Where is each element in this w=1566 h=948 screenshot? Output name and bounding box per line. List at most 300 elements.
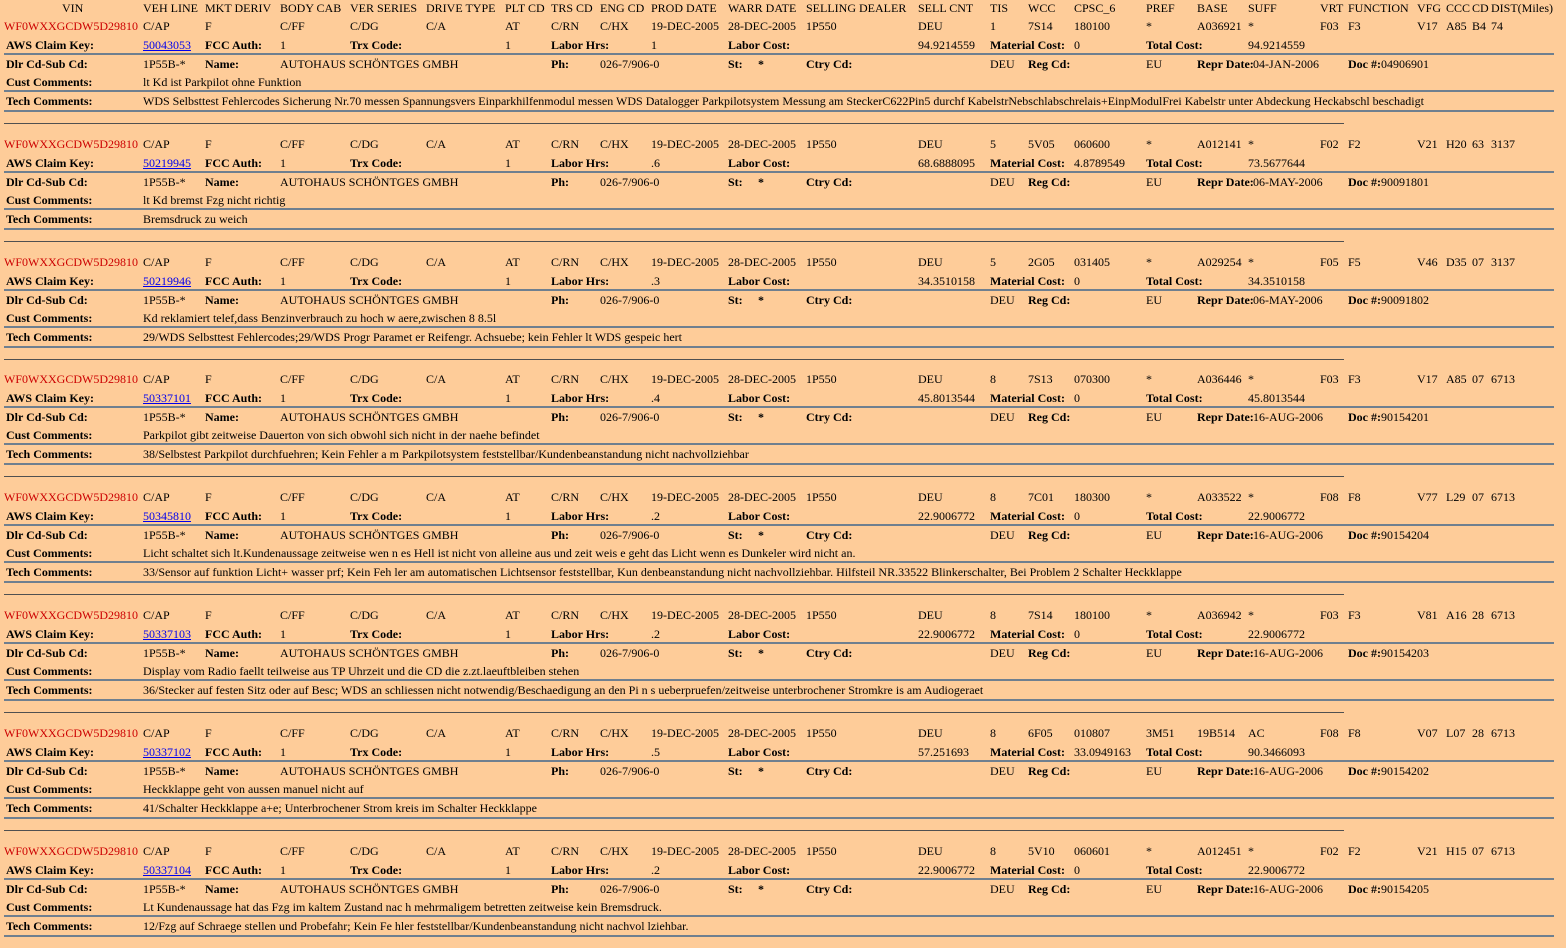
record-divider: [4, 53, 1554, 55]
labor-hrs-label: Labor Hrs:: [551, 155, 610, 170]
total-cost-label: Total Cost:: [1146, 38, 1203, 52]
field-eng-cd: C/HX: [600, 843, 629, 858]
name-label: Name:: [205, 57, 239, 71]
cust-comments-label: Cust Comments:: [6, 310, 93, 325]
reg-cd-value: EU: [1146, 881, 1162, 896]
phone-value: 026-7/906-0: [600, 646, 660, 660]
field-vfg: V07: [1417, 725, 1438, 740]
ctry-cd-label: Ctry Cd:: [806, 410, 853, 425]
labor-cost-value: 22.9006772: [918, 862, 975, 877]
field-eng-cd: C/HX: [600, 136, 629, 151]
field-cd: B4: [1472, 19, 1487, 33]
field-mkt-deriv: F: [205, 843, 212, 858]
ctry-cd-label: Ctry Cd:: [806, 292, 853, 307]
phone-label: Ph:: [551, 881, 569, 896]
field-tis: 1: [990, 19, 996, 33]
field-body-cab: C/FF: [280, 608, 305, 622]
fcc-auth-label: FCC Auth:: [205, 155, 263, 170]
field-base: 19B514: [1197, 725, 1236, 740]
labor-cost-label: Labor Cost:: [728, 627, 791, 641]
field-wcc: 7S14: [1028, 19, 1053, 33]
field-drive-type: C/A: [426, 725, 447, 740]
field-dist: 3137: [1491, 136, 1515, 151]
doc-number-label: Doc #:: [1348, 292, 1381, 307]
reg-cd-label: Reg Cd:: [1028, 57, 1071, 71]
record-end-rule: [4, 712, 1344, 713]
dlr-cd-label: Dlr Cd-Sub Cd:: [6, 174, 88, 189]
field-body-cab: C/FF: [280, 843, 305, 858]
ctry-cd-label: Ctry Cd:: [806, 646, 853, 660]
field-prod-date: 19-DEC-2005: [651, 608, 719, 622]
column-header-vfg: VFG: [1417, 1, 1442, 15]
ctry-cd-label: Ctry Cd:: [806, 528, 853, 543]
labor-cost-value: 22.9006772: [918, 509, 975, 524]
st-label: St:: [728, 292, 743, 307]
doc-number-label: Doc #:: [1348, 410, 1381, 425]
reg-cd-value: EU: [1146, 410, 1162, 425]
record-cust-comments-row: [0, 663, 1566, 679]
record-claim-row: [0, 37, 1566, 53]
field-drive-type: C/A: [426, 19, 447, 33]
labor-cost-value: 94.9214559: [918, 38, 975, 52]
column-header-trs-cd: TRS CD: [551, 1, 593, 15]
labor-cost-label: Labor Cost:: [728, 155, 791, 170]
record-divider: [4, 935, 1554, 937]
trx-code-value: 1: [505, 38, 511, 52]
material-cost-value: 4.8789549: [1074, 155, 1125, 170]
total-cost-value: 45.8013544: [1248, 391, 1305, 406]
doc-number-label: Doc #:: [1348, 528, 1381, 543]
total-cost-label: Total Cost:: [1146, 744, 1203, 759]
column-header-cpsc-6: CPSC_6: [1074, 1, 1116, 15]
dlr-cd-value: 1P55B-*: [143, 881, 186, 896]
record-dealer-row: [0, 409, 1566, 425]
record-tech-comments-row: [0, 564, 1566, 580]
cust-comments-label: Cust Comments:: [6, 546, 93, 561]
field-trs-cd: C/RN: [551, 725, 580, 740]
trx-code-label: Trx Code:: [350, 273, 403, 288]
labor-cost-value: 57.251693: [918, 744, 969, 759]
repr-date-value: 16-AUG-2006: [1253, 881, 1323, 896]
cust-comments-value: Lt Kundenaussage hat das Fzg im kaltem Zustand nac h mehrmaligem betretten zeitweise kein Bremsdruck.: [143, 899, 662, 914]
record-divider: [4, 679, 1554, 681]
material-cost-value: 0: [1074, 862, 1080, 877]
record-vehicle-row: [0, 136, 1566, 152]
field-function: F3: [1348, 608, 1361, 622]
dealer-name-value: AUTOHAUS SCHÖNTGES GMBH: [280, 881, 459, 896]
tech-comments-value: WDS Selbsttest Fehlercodes Sicherung Nr.70 messen Spannungsvers Einparkhilfenmodul messen WDS Datalogger Parkpilotsystem Messung am SteckerC622Pin5 durchf KabelstrNebschlabschrelais+EinpModulFrei Kabelstr unter Abdeckung Heckabschl beschadigt: [143, 94, 1424, 108]
field-ccc: A85: [1446, 372, 1467, 387]
record-divider: [4, 228, 1554, 230]
aws-claim-key-link[interactable]: 50337102: [143, 744, 191, 759]
doc-number-value: 90154201: [1381, 410, 1429, 425]
cust-comments-label: Cust Comments:: [6, 192, 93, 207]
field-dealer: 1P550: [806, 843, 837, 858]
field-plt-cd: AT: [505, 725, 520, 740]
field-sell-cnt: DEU: [918, 19, 943, 33]
field-tis: 8: [990, 372, 996, 387]
column-header-row: [0, 0, 1566, 16]
dealer-name-value: AUTOHAUS SCHÖNTGES GMBH: [280, 763, 459, 778]
record-claim-row: [0, 155, 1566, 171]
field-ccc: H20: [1446, 136, 1467, 151]
field-prod-date: 19-DEC-2005: [651, 136, 719, 151]
trx-code-value: 1: [505, 627, 511, 641]
repr-date-value: 04-JAN-2006: [1253, 57, 1319, 71]
record-vehicle-row: [0, 725, 1566, 741]
field-mkt-deriv: F: [205, 372, 212, 387]
total-cost-value: 22.9006772: [1248, 627, 1305, 641]
reg-cd-label: Reg Cd:: [1028, 881, 1071, 896]
tech-comments-value: 38/Selbstest Parkpilot durchfuehren; Kein Fehler a m Parkpilotsystem feststellbar/Kundenbeanstandung nicht nachvollziehbar: [143, 447, 749, 462]
field-vrt: F03: [1320, 19, 1339, 33]
column-header-suff: SUFF: [1248, 1, 1277, 15]
record-cust-comments-row: [0, 781, 1566, 797]
column-header-function: FUNCTION: [1348, 1, 1409, 15]
field-vin: WF0WXXGCDW5D29810: [4, 490, 138, 505]
field-prod-date: 19-DEC-2005: [651, 254, 719, 269]
dlr-cd-value: 1P55B-*: [143, 174, 186, 189]
record-tech-comments-row: [0, 93, 1566, 109]
field-dealer: 1P550: [806, 19, 837, 33]
st-label: St:: [728, 57, 743, 71]
field-function: F2: [1348, 136, 1361, 151]
dealer-name-value: AUTOHAUS SCHÖNTGES GMBH: [280, 57, 459, 71]
name-label: Name:: [205, 174, 239, 189]
field-function: F8: [1348, 490, 1361, 505]
field-eng-cd: C/HX: [600, 254, 629, 269]
field-wcc: 5V05: [1028, 136, 1055, 151]
repr-date-label: Repr Date:: [1197, 410, 1254, 425]
dlr-cd-label: Dlr Cd-Sub Cd:: [6, 763, 88, 778]
ctry-cd-label: Ctry Cd:: [806, 174, 853, 189]
record-divider: [4, 699, 1554, 701]
fcc-auth-label: FCC Auth:: [205, 862, 263, 877]
reg-cd-value: EU: [1146, 292, 1162, 307]
field-dealer: 1P550: [806, 372, 837, 387]
record-cust-comments-row: [0, 192, 1566, 208]
field-eng-cd: C/HX: [600, 725, 629, 740]
record-divider: [4, 524, 1554, 526]
field-cd: 07: [1472, 490, 1484, 505]
record-divider: [4, 760, 1554, 762]
field-cpsc: 060600: [1074, 136, 1110, 151]
field-pref: *: [1146, 254, 1152, 269]
field-cpsc: 010807: [1074, 725, 1110, 740]
aws-claim-key-label: AWS Claim Key:: [6, 509, 94, 524]
ctry-cd-value: DEU: [990, 646, 1015, 660]
record-divider: [4, 581, 1554, 583]
record-tech-comments-row: [0, 329, 1566, 345]
name-label: Name:: [205, 881, 239, 896]
record-dealer-row: [0, 174, 1566, 190]
labor-hrs-value: .6: [651, 155, 660, 170]
fcc-auth-value: 1: [280, 273, 286, 288]
labor-cost-label: Labor Cost:: [728, 509, 791, 524]
labor-hrs-value: .5: [651, 744, 660, 759]
trx-code-label: Trx Code:: [350, 509, 403, 524]
fcc-auth-label: FCC Auth:: [205, 509, 263, 524]
field-veh-line: C/AP: [143, 19, 170, 33]
trx-code-label: Trx Code:: [350, 155, 403, 170]
field-veh-line: C/AP: [143, 843, 170, 858]
phone-value: 026-7/906-0: [600, 881, 660, 896]
repr-date-value: 06-MAY-2006: [1253, 292, 1323, 307]
record-vehicle-row: [0, 18, 1566, 34]
record-dealer-row: [0, 881, 1566, 897]
doc-number-value: 90154202: [1381, 763, 1429, 778]
labor-cost-label: Labor Cost:: [728, 38, 791, 52]
record-divider: [4, 878, 1554, 880]
field-warr-date: 28-DEC-2005: [728, 254, 796, 269]
labor-hrs-label: Labor Hrs:: [551, 627, 610, 641]
field-suff: *: [1248, 372, 1254, 387]
reg-cd-label: Reg Cd:: [1028, 174, 1071, 189]
aws-claim-key-link[interactable]: 50345810: [143, 509, 191, 524]
field-pref: *: [1146, 372, 1152, 387]
record-divider: [4, 561, 1554, 563]
tech-comments-value: 29/WDS Selbsttest Fehlercodes;29/WDS Progr Paramet er Reifengr. Achsuebe; kein Fehler lt WDS gespeic hert: [143, 329, 682, 344]
repr-date-label: Repr Date:: [1197, 174, 1254, 189]
record-dealer-row: [0, 56, 1566, 72]
labor-cost-label: Labor Cost:: [728, 391, 791, 406]
field-wcc: 7S14: [1028, 608, 1053, 622]
fcc-auth-value: 1: [280, 391, 286, 406]
field-ver-series: C/DG: [350, 490, 379, 505]
cust-comments-value: lt Kd bremst Fzg nicht richtig: [143, 192, 286, 207]
field-body-cab: C/FF: [280, 725, 305, 740]
total-cost-label: Total Cost:: [1146, 509, 1203, 524]
dlr-cd-value: 1P55B-*: [143, 57, 186, 71]
phone-label: Ph:: [551, 292, 569, 307]
field-dist: 6713: [1491, 608, 1515, 622]
record-dealer-row: [0, 527, 1566, 543]
field-dist: 74: [1491, 19, 1503, 33]
field-plt-cd: AT: [505, 490, 520, 505]
record-tech-comments-row: [0, 800, 1566, 816]
trx-code-label: Trx Code:: [350, 627, 403, 641]
field-ccc: H15: [1446, 843, 1467, 858]
repr-date-label: Repr Date:: [1197, 763, 1254, 778]
total-cost-label: Total Cost:: [1146, 862, 1203, 877]
phone-value: 026-7/906-0: [600, 292, 660, 307]
field-veh-line: C/AP: [143, 372, 170, 387]
record-cust-comments-row: [0, 545, 1566, 561]
column-header-prod-date: PROD DATE: [651, 1, 717, 15]
field-suff: *: [1248, 136, 1254, 151]
field-drive-type: C/A: [426, 843, 447, 858]
aws-claim-key-link[interactable]: 50337104: [143, 862, 191, 877]
name-label: Name:: [205, 763, 239, 778]
labor-cost-value: 68.6888095: [918, 155, 975, 170]
dealer-name-value: AUTOHAUS SCHÖNTGES GMBH: [280, 528, 459, 543]
tech-comments-value: 12/Fzg auf Schraege stellen und Probefahr; Kein Fe hler feststellbar/Kundenbeanstandung nicht nachvol lziehbar.: [143, 918, 689, 933]
aws-claim-key-label: AWS Claim Key:: [6, 38, 94, 52]
field-pref: *: [1146, 843, 1152, 858]
material-cost-label: Material Cost:: [990, 627, 1065, 641]
field-plt-cd: AT: [505, 19, 520, 33]
field-vfg: V21: [1417, 843, 1438, 858]
field-function: F3: [1348, 372, 1361, 387]
aws-claim-key-link[interactable]: 50219946: [143, 273, 191, 288]
record-tech-comments-row: [0, 211, 1566, 227]
field-function: F3: [1348, 19, 1361, 33]
field-wcc: 5V10: [1028, 843, 1055, 858]
reg-cd-label: Reg Cd:: [1028, 292, 1071, 307]
record-dealer-row: [0, 645, 1566, 661]
doc-number-value: 90154205: [1381, 881, 1429, 896]
total-cost-value: 94.9214559: [1248, 38, 1305, 52]
aws-claim-key-label: AWS Claim Key:: [6, 627, 94, 641]
column-header-plt-cd: PLT CD: [505, 1, 545, 15]
field-suff: *: [1248, 608, 1254, 622]
reg-cd-value: EU: [1146, 646, 1162, 660]
ctry-cd-value: DEU: [990, 763, 1015, 778]
field-warr-date: 28-DEC-2005: [728, 490, 796, 505]
dealer-name-value: AUTOHAUS SCHÖNTGES GMBH: [280, 174, 459, 189]
dlr-cd-value: 1P55B-*: [143, 410, 186, 425]
field-vin: WF0WXXGCDW5D29810: [4, 843, 138, 858]
field-body-cab: C/FF: [280, 372, 305, 387]
field-trs-cd: C/RN: [551, 136, 580, 151]
field-prod-date: 19-DEC-2005: [651, 490, 719, 505]
trx-code-value: 1: [505, 509, 511, 524]
field-sell-cnt: DEU: [918, 372, 943, 387]
reg-cd-label: Reg Cd:: [1028, 646, 1071, 660]
field-pref: *: [1146, 136, 1152, 151]
fcc-auth-label: FCC Auth:: [205, 627, 263, 641]
field-body-cab: C/FF: [280, 490, 305, 505]
field-vrt: F08: [1320, 725, 1339, 740]
labor-hrs-value: 1: [651, 38, 657, 52]
material-cost-value: 0: [1074, 38, 1080, 52]
trx-code-value: 1: [505, 155, 511, 170]
field-pref: *: [1146, 19, 1152, 33]
st-value: *: [758, 292, 764, 307]
field-vfg: V81: [1417, 608, 1438, 622]
material-cost-value: 0: [1074, 391, 1080, 406]
record-end-rule: [4, 359, 1344, 360]
cust-comments-value: Licht schaltet sich lt.Kundenaussage zeitweise wen n es Hell ist nicht von alleine aus und zeit weis e geht das Licht wenn es Dunkeler wird nicht an.: [143, 546, 856, 561]
record-divider: [4, 346, 1554, 348]
field-cd: 07: [1472, 372, 1484, 387]
labor-cost-label: Labor Cost:: [728, 744, 791, 759]
reg-cd-value: EU: [1146, 57, 1162, 71]
reg-cd-value: EU: [1146, 528, 1162, 543]
tech-comments-label: Tech Comments:: [6, 800, 93, 815]
field-tis: 8: [990, 843, 996, 858]
record-divider: [4, 289, 1554, 291]
field-plt-cd: AT: [505, 608, 520, 622]
doc-number-value: 90091801: [1381, 174, 1429, 189]
aws-claim-key-link[interactable]: 50337101: [143, 391, 191, 406]
field-dealer: 1P550: [806, 608, 837, 622]
field-drive-type: C/A: [426, 490, 447, 505]
column-header-pref: PREF: [1146, 1, 1175, 15]
record-divider: [4, 817, 1554, 819]
field-sell-cnt: DEU: [918, 843, 943, 858]
field-dist: 6713: [1491, 725, 1515, 740]
doc-number-value: 90091802: [1381, 292, 1429, 307]
field-wcc: 7C01: [1028, 490, 1055, 505]
trx-code-value: 1: [505, 744, 511, 759]
dealer-name-value: AUTOHAUS SCHÖNTGES GMBH: [280, 646, 459, 660]
labor-cost-value: 22.9006772: [918, 627, 975, 641]
field-function: F5: [1348, 254, 1361, 269]
record-divider: [4, 797, 1554, 799]
field-trs-cd: C/RN: [551, 608, 580, 622]
ctry-cd-label: Ctry Cd:: [806, 881, 853, 896]
aws-claim-key-label: AWS Claim Key:: [6, 391, 94, 406]
reg-cd-label: Reg Cd:: [1028, 528, 1071, 543]
st-label: St:: [728, 528, 743, 543]
field-eng-cd: C/HX: [600, 372, 629, 387]
record-cust-comments-row: [0, 74, 1566, 90]
field-pref: 3M51: [1146, 725, 1175, 740]
record-tech-comments-row: [0, 682, 1566, 698]
field-function: F8: [1348, 725, 1361, 740]
field-trs-cd: C/RN: [551, 19, 580, 33]
field-pref: *: [1146, 608, 1152, 622]
field-eng-cd: C/HX: [600, 19, 629, 33]
aws-claim-key-label: AWS Claim Key:: [6, 862, 94, 877]
field-veh-line: C/AP: [143, 254, 170, 269]
st-label: St:: [728, 646, 743, 660]
column-header-body-cab: BODY CAB: [280, 1, 342, 15]
field-dealer: 1P550: [806, 254, 837, 269]
field-veh-line: C/AP: [143, 136, 170, 151]
labor-hrs-label: Labor Hrs:: [551, 38, 610, 52]
doc-number-value: 04906901: [1381, 57, 1429, 71]
field-pref: *: [1146, 490, 1152, 505]
labor-hrs-value: .2: [651, 627, 660, 641]
field-vin: WF0WXXGCDW5D29810: [4, 725, 138, 740]
cust-comments-value: Display vom Radio faellt teilweise aus TP Uhrzeit und die CD die z.zt.laeuftbleiben stehen: [143, 664, 580, 678]
phone-value: 026-7/906-0: [600, 763, 660, 778]
field-trs-cd: C/RN: [551, 490, 580, 505]
field-vfg: V21: [1417, 136, 1438, 151]
field-prod-date: 19-DEC-2005: [651, 725, 719, 740]
field-prod-date: 19-DEC-2005: [651, 19, 719, 33]
aws-claim-key-link[interactable]: 50219945: [143, 155, 191, 170]
ctry-cd-value: DEU: [990, 174, 1015, 189]
record-dealer-row: [0, 292, 1566, 308]
tech-comments-label: Tech Comments:: [6, 94, 93, 108]
field-body-cab: C/FF: [280, 136, 305, 151]
record-cust-comments-row: [0, 899, 1566, 915]
tech-comments-label: Tech Comments:: [6, 918, 93, 933]
labor-cost-value: 34.3510158: [918, 273, 975, 288]
field-wcc: 6F05: [1028, 725, 1053, 740]
tech-comments-value: 33/Sensor auf funktion Licht+ wasser prf; Kein Feh ler am automatischen Lichtsensor feststellbar, Kun denbeanstandung nicht nachvollziehbar. Hilfsteil NR.33522 Blinkerschalter, Bei Problem 2 Schalter Heckklappe: [143, 565, 1182, 580]
doc-number-value: 90154203: [1381, 646, 1429, 660]
aws-claim-key-link[interactable]: 50337103: [143, 627, 191, 641]
field-sell-cnt: DEU: [918, 608, 943, 622]
column-header-veh-line: VEH LINE: [143, 1, 198, 15]
field-function: F2: [1348, 843, 1361, 858]
field-veh-line: C/AP: [143, 490, 170, 505]
field-cd: 07: [1472, 843, 1484, 858]
record-claim-row: [0, 626, 1566, 642]
aws-claim-key-label: AWS Claim Key:: [6, 744, 94, 759]
field-base: A012451: [1197, 843, 1242, 858]
phone-label: Ph:: [551, 646, 569, 660]
ctry-cd-label: Ctry Cd:: [806, 57, 853, 71]
aws-claim-key-link[interactable]: 50043053: [143, 38, 191, 52]
field-warr-date: 28-DEC-2005: [728, 725, 796, 740]
field-vrt: F02: [1320, 843, 1339, 858]
labor-hrs-label: Labor Hrs:: [551, 744, 610, 759]
